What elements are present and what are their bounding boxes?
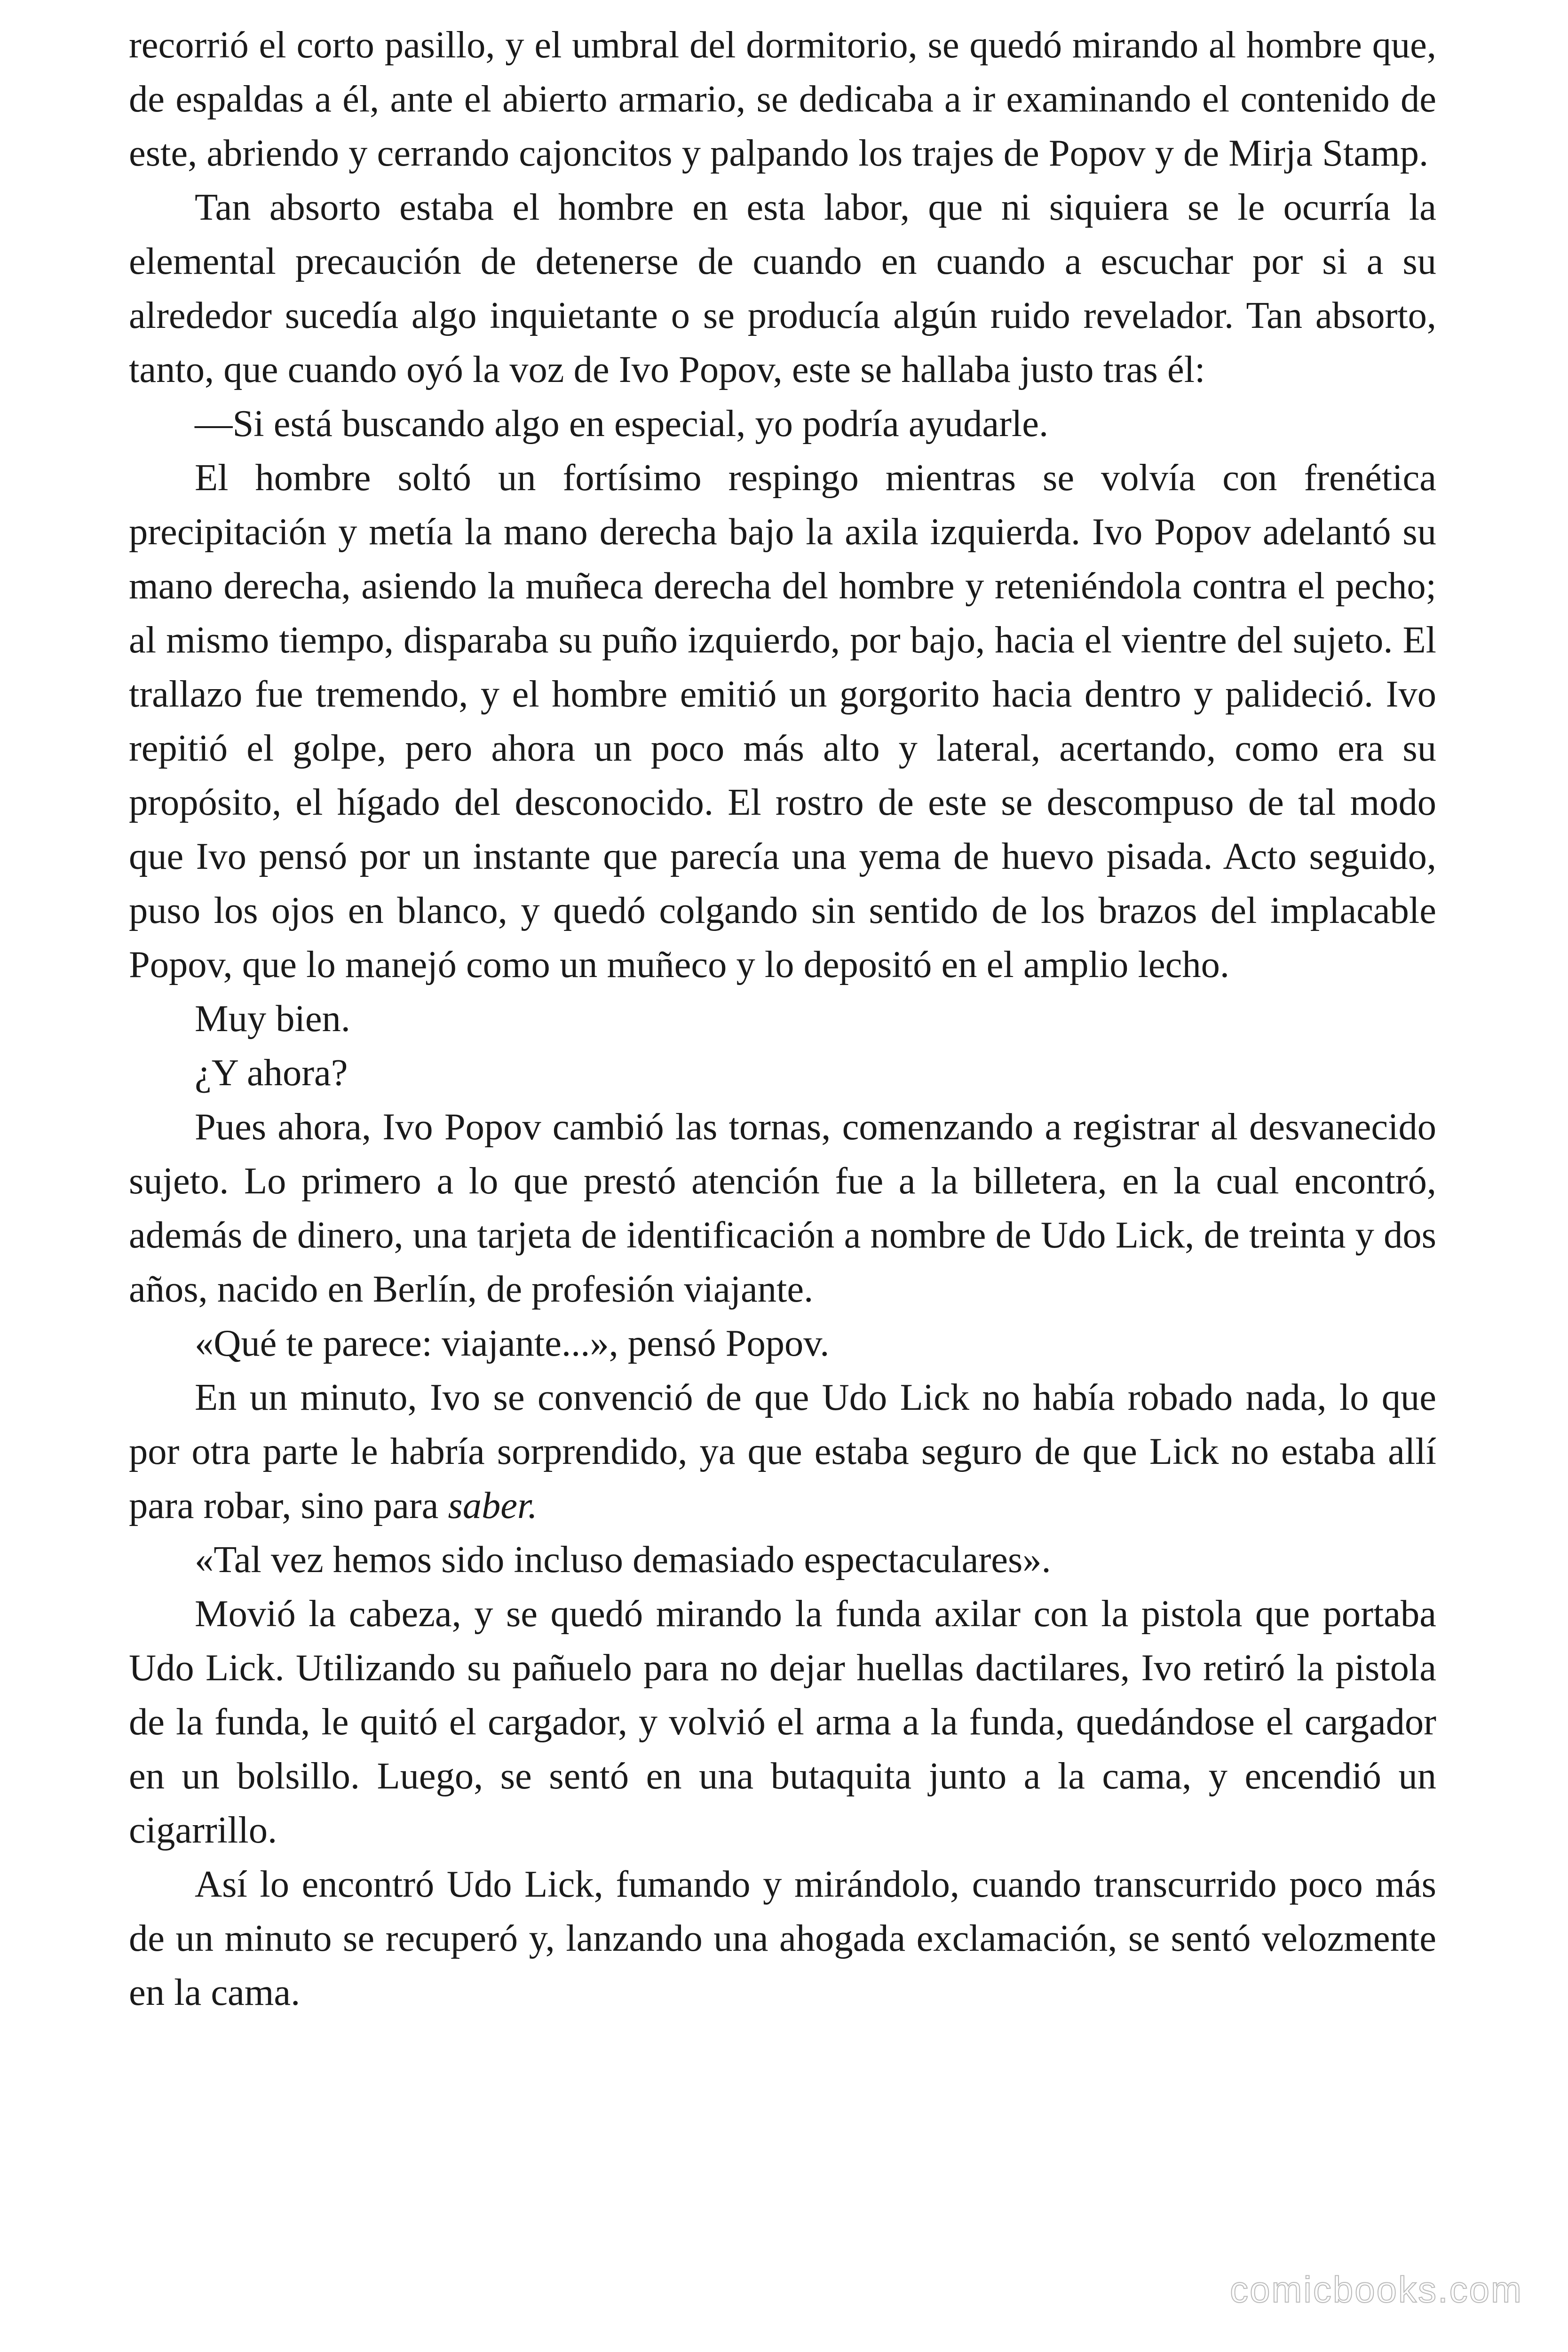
- italic-emphasis: saber.: [448, 1485, 538, 1526]
- paragraph-9-text: En un minuto, Ivo se convenció de que Udo Lick no había robado nada, lo que por otra parte le habría sorprendido, ya que estaba seguro de que Lick no estaba allí para robar, sino para: [129, 1376, 1436, 1526]
- page-body: [129, 18, 1436, 2313]
- paragraph-1: recorrió el corto pasillo, y el umbral del dormitorio, se quedó mirando al hombre que, de espaldas a él, ante el abierto armario, se dedicaba a ir examinando el contenido de este, abriendo y cerrando cajoncitos y palpando los trajes de Popov y de Mirja Stamp.: [129, 24, 1436, 174]
- paragraph-11: Movió la cabeza, y se quedó mirando la funda axilar con la pistola que portaba Udo Lick. Utilizando su pañuelo para no dejar huellas dactilares, Ivo retiró la pistola de la funda, le quitó el cargador, y volvió el arma a la funda, quedándose el cargador en un bolsillo. Luego, se sentó en una butaquita junto a la cama, y encendió un cigarrillo.: [129, 1593, 1436, 1851]
- paragraph-10-thought: «Tal vez hemos sido incluso demasiado espectaculares».: [195, 1539, 1051, 1581]
- paragraph-5: Muy bien.: [195, 998, 350, 1040]
- paragraph-7: Pues ahora, Ivo Popov cambió las tornas, comenzando a registrar al desvanecido sujeto. Lo primero a lo que prestó atención fue a la billetera, en la cual encontró, además de dinero, una tarjeta de identificación a nombre de Udo Lick, de treinta y dos años, nacido en Berlín, de profesión viajante.: [129, 1106, 1436, 1310]
- paragraph-2: Tan absorto estaba el hombre en esta labor, que ni siquiera se le ocurría la elemental precaución de detenerse de cuando en cuando a escuchar por si a su alrededor sucedía algo inquietante o se producía algún ruido revelador. Tan absorto, tanto, que cuando oyó la voz de Ivo Popov, este se hallaba justo tras él:: [129, 186, 1436, 390]
- paragraph-3-dialogue: —Si está buscando algo en especial, yo podría ayudarle.: [195, 403, 1049, 445]
- paragraph-9: [129, 1370, 1436, 1533]
- paragraph-8-thought: «Qué te parece: viajante...», pensó Popov.: [195, 1322, 830, 1364]
- paragraph-12: Así lo encontró Udo Lick, fumando y mirándolo, cuando transcurrido poco más de un minuto se recuperó y, lanzando una ahogada exclamación, se sentó velozmente en la cama.: [129, 1863, 1436, 2013]
- watermark-logo: comicbooks.com: [1230, 2269, 1523, 2310]
- paragraph-4: El hombre soltó un fortísimo respingo mientras se volvía con frenética precipitación y metía la mano derecha bajo la axila izquierda. Ivo Popov adelantó su mano derecha, asiendo la muñeca derecha del hombre y reteniéndola contra el pecho; al mismo tiempo, disparaba su puño izquierdo, por bajo, hacia el vientre del sujeto. El trallazo fue tremendo, y el hombre emitió un gorgorito hacia dentro y palideció. Ivo repitió el golpe, pero ahora un poco más alto y lateral, acertando, como era su propósito, el hígado del desconocido. El rostro de este se descompuso de tal modo que Ivo pensó por un instante que parecía una yema de huevo pisada. Acto seguido, puso los ojos en blanco, y quedó colgando sin sentido de los brazos del implacable Popov, que lo manejó como un muñeco y lo depositó en el amplio lecho.: [129, 457, 1436, 985]
- paragraph-6: ¿Y ahora?: [195, 1052, 348, 1094]
